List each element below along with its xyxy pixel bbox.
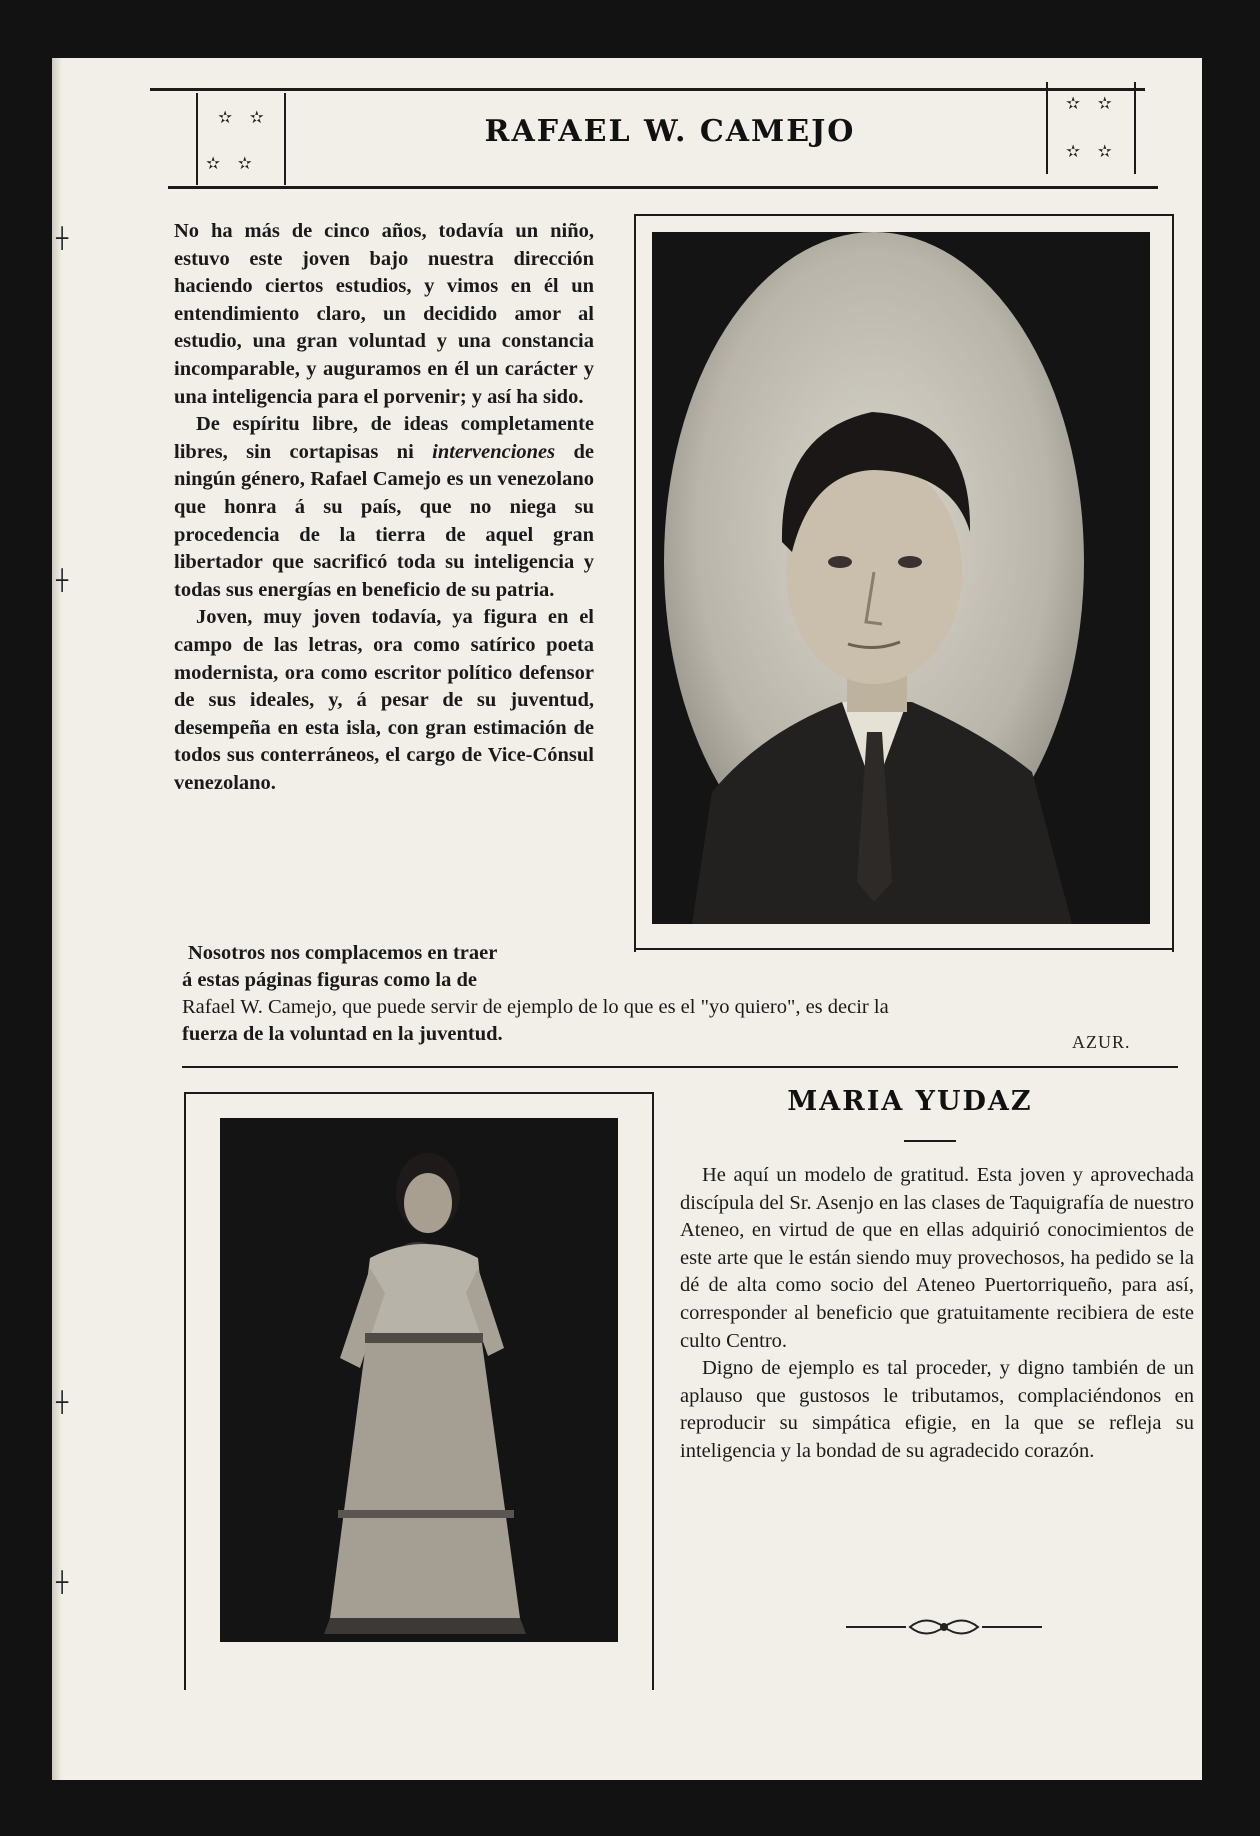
paragraph xyxy=(174,411,594,604)
closing-ornament xyxy=(846,1612,1042,1642)
header-bottom-rule xyxy=(168,186,1158,189)
header-divider xyxy=(1134,82,1136,174)
photo-frame-rule xyxy=(634,214,1174,216)
article-body xyxy=(174,218,594,797)
photo-frame-rule xyxy=(634,214,636,952)
binding-mark: ┼ xyxy=(56,1390,69,1414)
paragraph: No ha más de cinco años, todavía un niño, estuvo este joven bajo nuestra dirección haciendo ciertos estudios, y vimos en él un entendimiento claro, un decidido amor al estudio, una gran voluntad y una constancia incomparable, y auguramos en él un carácter y una inteligencia para el porvenir; y así ha sido. xyxy=(174,220,594,408)
binding-mark: ┼ xyxy=(56,568,69,592)
star-ornament: ✫ ✫ xyxy=(206,154,258,174)
portrait-camejo-image xyxy=(652,232,1150,924)
text-run: de ningún género, Rafael Camejo es un venezolano que honra á su país, que no niega su procedencia de la tierra de aquel gran libertador que sacrificó toda su inteligencia y todas sus energías en beneficio de su patria. xyxy=(174,440,594,601)
text-line: á estas páginas figuras como la de xyxy=(182,969,477,991)
article-title: MARIA YUDAZ xyxy=(787,1086,1033,1117)
binding-mark: ┼ xyxy=(56,1570,69,1594)
text-line: Nosotros nos complacemos en traer xyxy=(188,942,498,964)
signature: AZUR. xyxy=(1072,1032,1131,1052)
header-top-rule xyxy=(150,88,1145,91)
header-divider xyxy=(284,93,286,185)
photo-frame-rule xyxy=(184,1092,654,1094)
portrait-photo-camejo xyxy=(652,232,1150,924)
paragraph: He aquí un modelo de gratitud. Esta joven y aprovechada discípula del Sr. Asenjo en las clases de Taquigrafía de nuestro Ateneo, en virtud de que en ellas adquirió conocimientos de este arte que le están siendo muy provechosos, ha pedido se la dé de alta como socio del Ateneo Puertorriqueño, para así, corresponder al beneficio que gratuitamente recibiera de este culto Centro. xyxy=(680,1164,1194,1352)
title-rule xyxy=(904,1140,956,1142)
photo-frame-rule xyxy=(1172,214,1174,952)
header-divider xyxy=(196,93,198,185)
photo-frame-rule xyxy=(184,1092,186,1690)
star-ornament: ✫ ✫ xyxy=(218,108,270,128)
paragraph: Digno de ejemplo es tal proceder, y digno también de un aplauso que gustosos le tributamos, complaciéndonos en reproducir su simpática efigie, en la que se refleja su inteligencia y la bondad de su agradecido corazón. xyxy=(680,1357,1194,1462)
section-divider xyxy=(182,1066,1178,1068)
header-divider xyxy=(1046,82,1048,174)
text-line: Rafael W. Camejo, que puede servir de ejemplo de lo que es el "yo quiero", es decir la xyxy=(182,996,889,1018)
star-ornament: ✫ ✫ xyxy=(1066,142,1118,162)
article-title: RAFAEL W. CAMEJO xyxy=(484,114,856,149)
article-body xyxy=(680,1162,1194,1466)
portrait-photo-yudaz xyxy=(220,1118,618,1642)
photo-frame-rule xyxy=(652,1092,654,1690)
star-ornament: ✫ ✫ xyxy=(1066,94,1118,114)
portrait-yudaz-image xyxy=(220,1118,618,1642)
photo-frame-rule xyxy=(634,948,1174,950)
binding-mark: ┼ xyxy=(56,226,69,250)
page-spine xyxy=(52,58,62,1780)
italic-text: intervenciones xyxy=(432,440,556,463)
paragraph: Joven, muy joven todavía, ya figura en el campo de las letras, ora como satírico poeta modernista, ora como escritor político defensor de sus ideales, y, á pesar de su juventud, desempeña en esta isla, con gran estimación de todos sus conterráneos, el cargo de Vice-Cónsul venezolano. xyxy=(174,606,594,794)
text-run: De espíritu libre, de ideas completamente libres, sin cortapisas ni xyxy=(174,413,594,463)
text-line: fuerza de la voluntad en la juventud. xyxy=(182,1023,503,1045)
